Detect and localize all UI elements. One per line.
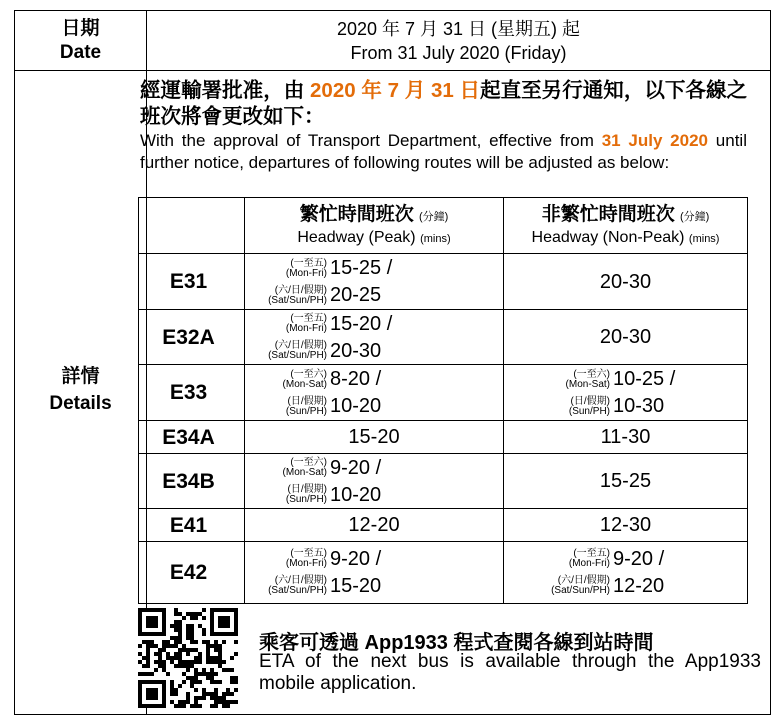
- headway-value: 15-25 /: [330, 257, 393, 279]
- day-note-zh: (六/日/假期): [557, 575, 610, 586]
- date-label-zh: 日期: [61, 17, 100, 39]
- effective-date-zh: 2020 年 7 月 31 日 (星期五) 起: [336, 18, 581, 39]
- day-note-en: (Mon-Sat): [565, 378, 610, 390]
- notice-date-highlight-en: 31 July 2020: [601, 131, 709, 150]
- day-note-zh: (一至五): [290, 257, 327, 269]
- headway-value: 20-30: [599, 270, 652, 293]
- day-note: [267, 370, 330, 390]
- headway-line: [550, 393, 747, 420]
- headway-line: [550, 546, 747, 573]
- offpeak-headway-cell: [504, 254, 747, 310]
- day-note-en: (Mon-Sat): [282, 467, 327, 478]
- day-note-zh: (一至六): [573, 368, 610, 380]
- route-code: E33: [169, 381, 208, 404]
- details-label-zh: 詳情: [61, 366, 100, 387]
- headway-line: [550, 366, 747, 393]
- day-note: [550, 549, 613, 569]
- route-code: E31: [169, 270, 208, 293]
- day-note-en: (Sat/Sun/PH): [268, 585, 327, 596]
- headway-value: 9-20 /: [330, 456, 382, 479]
- offpeak-headway-cell: [550, 365, 747, 421]
- day-note-zh: (六/日/假期): [274, 284, 327, 296]
- offpeak-headway-cell: [504, 310, 747, 365]
- day-note: [267, 286, 330, 306]
- effective-date: [147, 11, 770, 70]
- headway-line: [267, 282, 503, 309]
- day-note-en: (Sat/Sun/PH): [551, 585, 610, 596]
- headway-table: [138, 197, 748, 604]
- day-note: [267, 314, 330, 334]
- headway-value: 20-25: [330, 284, 382, 306]
- notice-text-zh: 經運輸署批准，由 2020 年 7 月 31 日起直至另行通知，以下各線之班次將會更改如下：: [140, 79, 747, 128]
- details-label-en: Details: [49, 393, 112, 414]
- route-code: E41: [169, 513, 208, 537]
- headway-line: [267, 546, 503, 573]
- day-note: [267, 485, 330, 505]
- day-note-zh: (一至五): [290, 313, 327, 324]
- peak-headway-cell: [267, 454, 503, 509]
- notice-date-highlight-zh: 2020 年 7 月 31 日: [310, 79, 481, 102]
- offpeak-header: 非繁忙時間班次 (分鐘) Headway (Non-Peak) (mins): [531, 203, 720, 246]
- headway-line: [267, 255, 503, 282]
- effective-date-en: From 31 July 2020 (Friday): [350, 42, 567, 63]
- headway-value: 10-20: [330, 483, 382, 506]
- day-note-en: (Mon-Fri): [568, 558, 610, 569]
- headway-line: [267, 482, 503, 509]
- headway-line: [550, 573, 747, 600]
- headway-value: 12-30: [599, 514, 652, 536]
- day-note-zh: (一至六): [290, 368, 327, 380]
- day-note-zh: (六/日/假期): [274, 340, 327, 351]
- day-note: [550, 576, 613, 596]
- peak-headway-cell: [245, 421, 503, 454]
- day-note-en: (Mon-Fri): [285, 323, 327, 334]
- offpeak-headway-cell: [504, 509, 747, 542]
- headway-line: [267, 393, 503, 420]
- qr-code-icon: [138, 608, 238, 708]
- headway-value: 20-30: [599, 326, 652, 348]
- peak-header: 繁忙時間班次 (分鐘) Headway (Peak) (mins): [297, 203, 451, 246]
- route-code: E42: [169, 560, 208, 584]
- peak-headway-cell: [267, 310, 503, 365]
- headway-value: 10-30: [613, 395, 665, 417]
- headway-value: 15-25: [599, 470, 652, 492]
- day-note: [267, 549, 330, 569]
- headway-value: 9-20 /: [613, 547, 665, 570]
- day-note: [267, 458, 330, 478]
- headway-value: 15-20: [348, 426, 400, 448]
- day-note: [550, 370, 613, 390]
- headway-value: 15-20: [330, 574, 382, 597]
- day-note-en: (Sat/Sun/PH): [268, 294, 327, 306]
- day-note-zh: (日/假期): [570, 395, 610, 407]
- date-label-en: Date: [59, 41, 102, 63]
- day-note: [550, 397, 613, 417]
- headway-line: [267, 455, 503, 482]
- headway-line: [267, 366, 503, 393]
- header-divider: [15, 70, 770, 71]
- headway-line: [267, 311, 503, 338]
- day-note-zh: (六/日/假期): [274, 575, 327, 586]
- day-note-en: (Sun/PH): [285, 405, 327, 417]
- details-label: [15, 363, 146, 417]
- day-note-zh: (日/假期): [287, 395, 327, 407]
- headway-value: 11-30: [600, 426, 651, 448]
- day-note-en: (Mon-Fri): [285, 558, 327, 569]
- offpeak-headway-cell: [504, 454, 747, 509]
- route-code: E32A: [162, 325, 215, 349]
- route-code: E34A: [162, 425, 215, 449]
- peak-headway-cell: [267, 542, 503, 603]
- headway-value: 9-20 /: [330, 547, 382, 570]
- day-note-zh: (日/假期): [287, 484, 327, 495]
- peak-headway-cell: [267, 254, 503, 310]
- headway-line: [267, 338, 503, 365]
- headway-value: 12-20: [348, 514, 400, 536]
- peak-headway-cell: [245, 509, 503, 542]
- headway-line: [267, 573, 503, 600]
- offpeak-headway-cell: [504, 421, 747, 454]
- headway-value: 20-30: [330, 339, 382, 362]
- day-note: [267, 576, 330, 596]
- day-note: [267, 259, 330, 279]
- headway-value: 8-20 /: [330, 368, 382, 390]
- date-label: [15, 11, 146, 70]
- headway-value: 15-20 /: [330, 312, 393, 335]
- day-note-zh: (一至五): [290, 548, 327, 559]
- notice-text-en: With the approval of Transport Department, effective from 31 July 2020 until further notice, departures of following routes will be adjusted as below:: [140, 131, 747, 172]
- day-note-en: (Sun/PH): [285, 494, 327, 505]
- day-note: [267, 397, 330, 417]
- headway-value: 10-20: [330, 395, 382, 417]
- day-note-en: (Mon-Fri): [285, 267, 327, 279]
- day-note-en: (Sat/Sun/PH): [268, 350, 327, 361]
- headway-value: 12-20: [613, 574, 665, 597]
- day-note-zh: (一至六): [290, 457, 327, 468]
- day-note-en: (Sun/PH): [568, 405, 610, 417]
- day-note-zh: (一至五): [573, 548, 610, 559]
- headway-value: 10-25 /: [613, 368, 676, 390]
- route-code: E34B: [162, 469, 215, 493]
- peak-headway-cell: [267, 365, 503, 421]
- eta-text-en: ETA of the next bus is available through the App1933 mobile application.: [259, 651, 761, 694]
- route-column-divider: [244, 198, 245, 603]
- day-note-en: (Mon-Sat): [282, 378, 327, 390]
- day-note: [267, 341, 330, 361]
- offpeak-headway-cell: [550, 542, 747, 603]
- eta-text-zh: 乘客可透過 App1933 程式查閱各線到站時間: [259, 632, 654, 654]
